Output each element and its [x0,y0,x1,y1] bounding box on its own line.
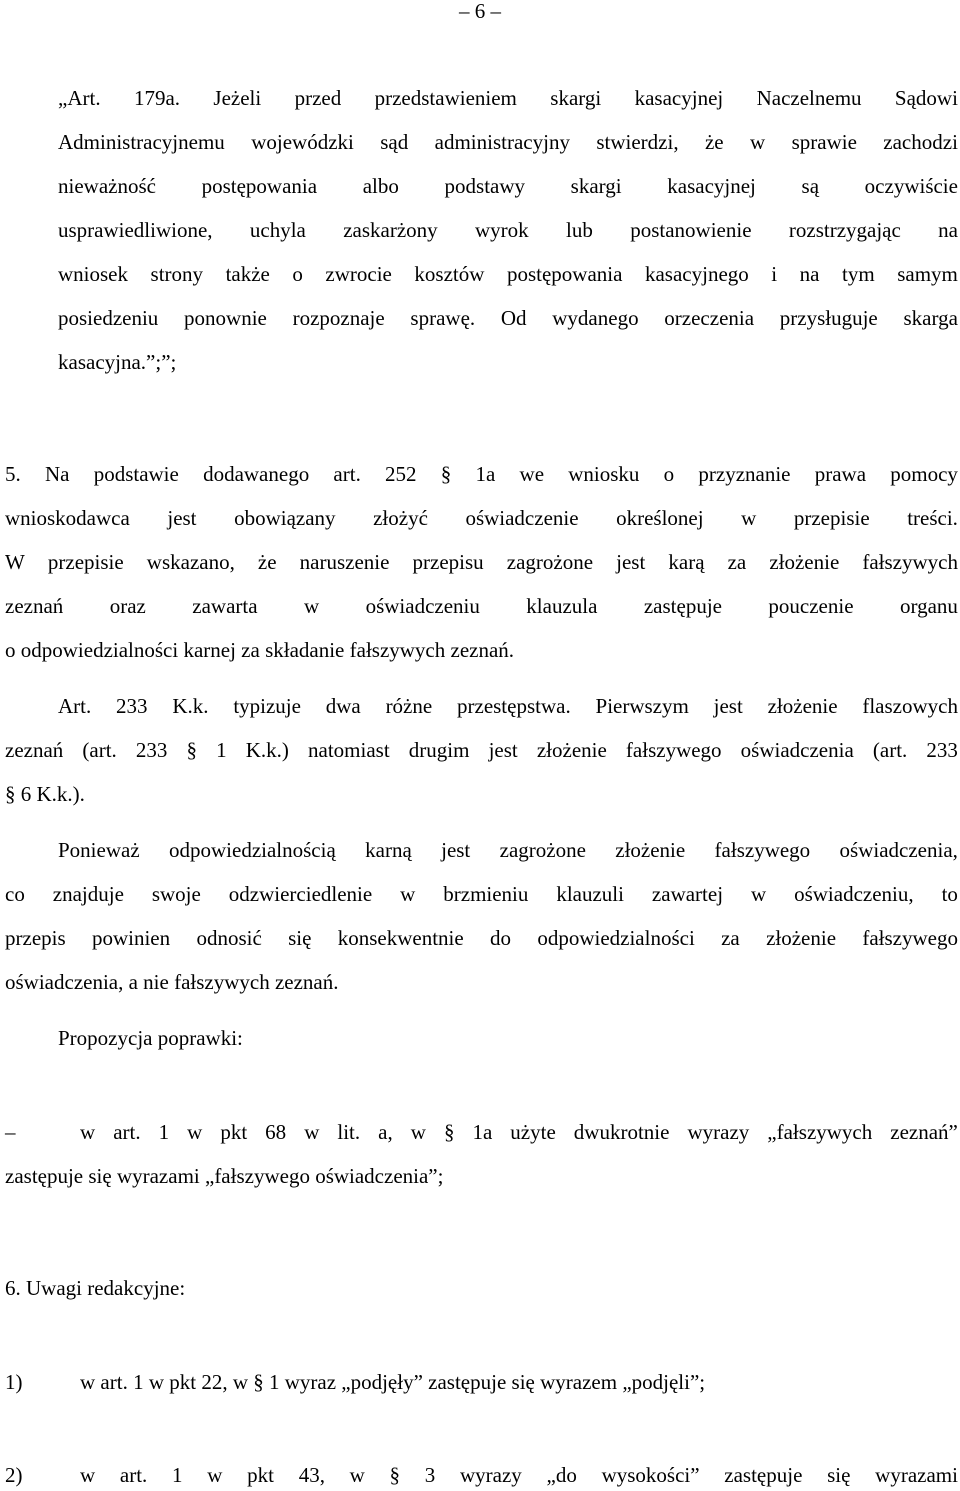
paragraph-line: oświadczenia, a nie fałszywych zeznań. [5,970,339,994]
paragraph-line: usprawiedliwione, uchyla zaskarżony wyrok lub postanowienie rozstrzygając na [58,218,958,242]
paragraph-line: Administracyjnemu wojewódzki sąd administracyjny stwierdzi, że w sprawie zachodzi [58,130,958,154]
section-6-heading: 6. Uwagi redakcyjne: [5,1276,186,1300]
paragraph-line: Ponieważ odpowiedzialnością karną jest zagrożone złożenie fałszywego oświadczenia, [58,838,958,862]
paragraph-line: wnioskodawca jest obowiązany złożyć oświadczenie określonej w przepisie treści. [5,506,958,530]
paragraph-line: posiedzeniu ponownie rozpoznaje sprawę. Od wydanego orzeczenia przysługuje skarga [58,306,958,330]
paragraph-line: co znajduje swoje odzwierciedlenie w brzmieniu klauzuli zawartej w oświadczeniu, to [5,882,958,906]
proposal-label: Propozycja poprawki: [58,1026,243,1050]
paragraph-line: 5. Na podstawie dodawanego art. 252 § 1a we wniosku o przyznanie prawa pomocy [5,462,958,486]
remark-number: 1) [5,1370,23,1394]
paragraph-line: zeznań (art. 233 § 1 K.k.) natomiast drugim jest złożenie fałszywego oświadczenia (art. 233 [5,738,958,762]
paragraph-line: Art. 233 K.k. typizuje dwa różne przestępstwa. Pierwszym jest złożenie flaszowych [58,694,958,718]
paragraph-line: zeznań oraz zawarta w oświadczeniu klauzula zastępuje pouczenie organu [5,594,958,618]
amendment-text-line: w art. 1 w pkt 68 w lit. a, w § 1a użyte dwukrotnie wyrazy „fałszywych zeznań” [80,1120,958,1144]
paragraph-line: przepis powinien odnosić się konsekwentnie do odpowiedzialności za złożenie fałszywego [5,926,958,950]
paragraph-line: nieważność postępowania albo podstawy skargi kasacyjnej są oczywiście [58,174,958,198]
amendment-text-line: zastępuje się wyrazami „fałszywego oświadczenia”; [5,1164,444,1188]
paragraph-line: „Art. 179a. Jeżeli przed przedstawieniem skargi kasacyjnej Naczelnemu Sądowi [58,86,958,110]
remark-number: 2) [5,1463,23,1487]
paragraph-line: wniosek strony także o zwrocie kosztów postępowania kasacyjnego i na tym samym [58,262,958,286]
paragraph-line: W przepisie wskazano, że naruszenie przepisu zagrożone jest karą za złożenie fałszywych [5,550,958,574]
page-number: – 6 – [459,0,501,23]
amendment-dash: – [5,1120,16,1144]
remark-text: w art. 1 w pkt 43, w § 3 wyrazy „do wysokości” zastępuje się wyrazami [80,1463,958,1487]
remark-text: w art. 1 w pkt 22, w § 1 wyraz „podjęły” zastępuje się wyrazem „podjęli”; [80,1370,706,1394]
paragraph-line: § 6 K.k.). [5,782,85,806]
paragraph-line: kasacyjna.”;”; [58,350,177,374]
paragraph-line: o odpowiedzialności karnej za składanie fałszywych zeznań. [5,638,515,662]
